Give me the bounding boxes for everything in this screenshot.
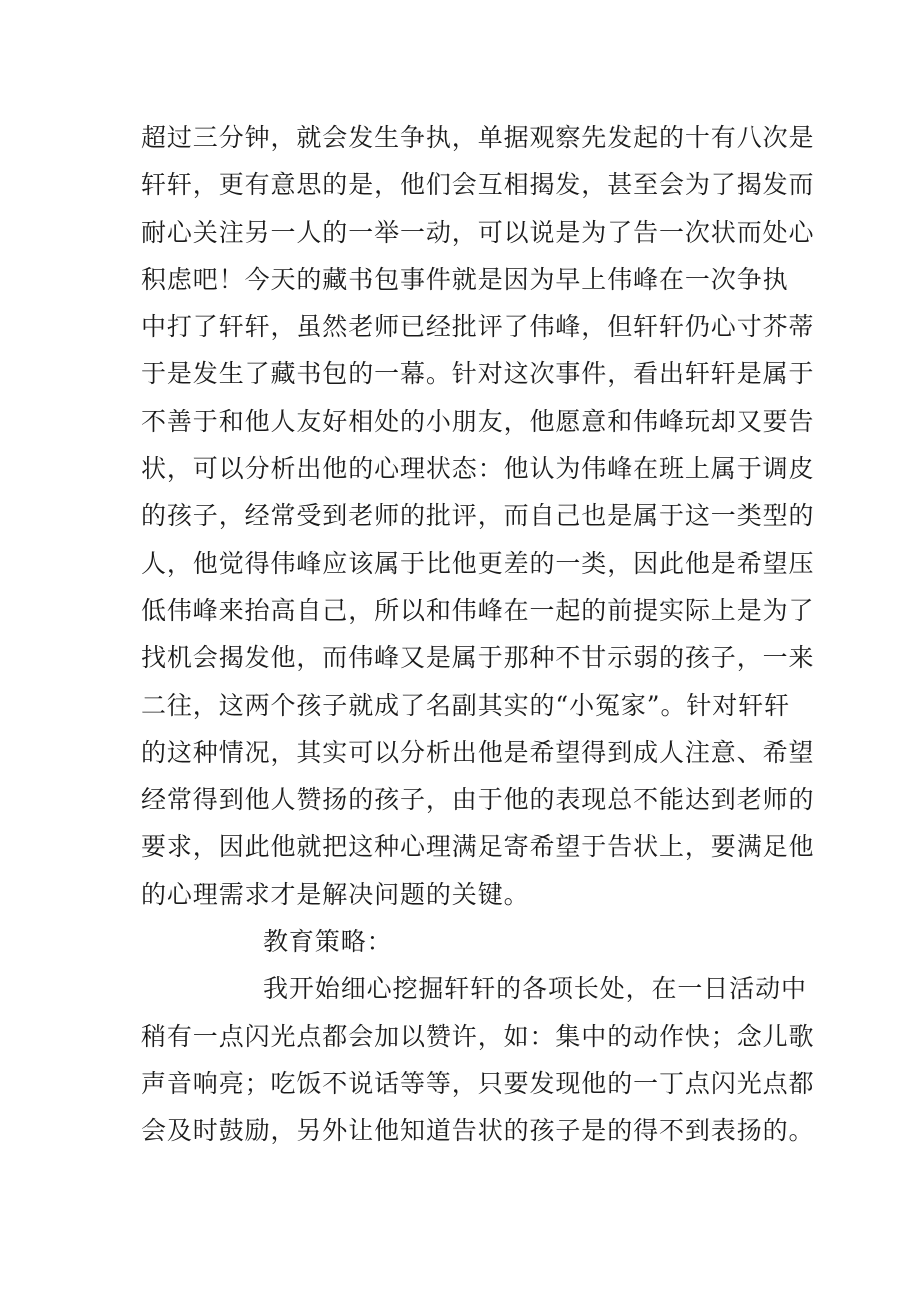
text-line: 超过三分钟，就会发生争执，单据观察先发起的十有八次是: [141, 123, 815, 152]
text-line: 轩轩，更有意思的是，他们会互相揭发，甚至会为了揭发而: [141, 170, 815, 200]
text-line: 中打了轩轩，虽然老师已经批评了伟峰，但轩轩仍心寸芥蒂: [141, 312, 815, 342]
text-line: 声音响亮；吃饭不说话等等，只要发现他的一丁点闪光点都: [141, 1068, 815, 1098]
text-line: 状，可以分析出他的心理状态：他认为伟峰在班上属于调皮: [141, 454, 815, 484]
text-line: 找机会揭发他，而伟峰又是属于那种不甘示弱的孩子，一来: [141, 643, 815, 673]
text-line: 稍有一点闪光点都会加以赞许，如：集中的动作快；念儿歌: [141, 1021, 815, 1051]
text-line: 不善于和他人友好相处的小朋友，他愿意和伟峰玩却又要告: [141, 406, 815, 436]
paragraph-1: [141, 114, 815, 918]
section-heading: 教育策略：: [263, 927, 393, 957]
text-line: 人，他觉得伟峰应该属于比他更差的一类，因此他是希望压: [141, 548, 815, 578]
text-line: 耐心关注另一人的一举一动，可以说是为了告一次状而处心: [141, 217, 815, 247]
text-line: 于是发生了藏书包的一幕。针对这次事件，看出轩轩是属于: [141, 359, 815, 389]
text-line: 二往，这两个孩子就成了名副其实的“小冤家”。针对轩轩: [141, 690, 790, 720]
document-body: [141, 114, 815, 1155]
text-line: 的心理需求才是解决问题的关键。: [141, 879, 530, 909]
text-line: 低伟峰来抬高自己，所以和伟峰在一起的前提实际上是为了: [141, 595, 815, 625]
text-line: 积虑吧！今天的藏书包事件就是因为早上伟峰在一次争执: [141, 264, 789, 294]
text-line: 经常得到他人赞扬的孩子，由于他的表现总不能达到老师的: [141, 785, 815, 815]
text-line: 的这种情况，其实可以分析出他是希望得到成人注意、希望: [141, 737, 815, 767]
paragraph-2: [141, 965, 815, 1154]
text-line: 要求，因此他就把这种心理满足寄希望于告状上，要满足他: [141, 832, 815, 862]
text-line: 我开始细心挖掘轩轩的各项长处，在一日活动中: [263, 974, 807, 1004]
text-line: 的孩子，经常受到老师的批评，而自己也是属于这一类型的: [141, 501, 815, 531]
text-line: 会及时鼓励，另外让他知道告状的孩子是的得不到表扬的。: [141, 1116, 815, 1146]
